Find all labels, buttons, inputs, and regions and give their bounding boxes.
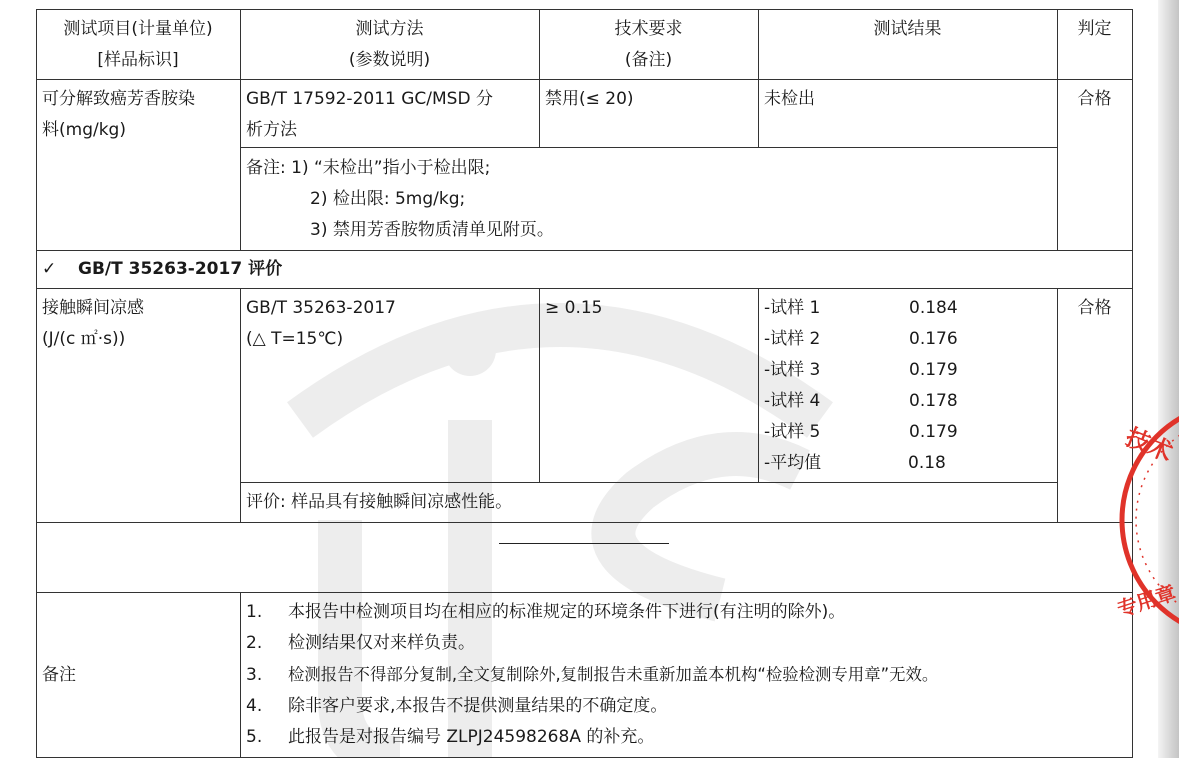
row1-notes <box>246 153 1057 246</box>
row2-results <box>764 293 1057 479</box>
row1-verdict: 合格 <box>1077 89 1112 109</box>
remarks-item: 1. 本报告中检测项目均在相应的标准规定的环境条件下进行(有注明的除外)。 <box>246 602 846 622</box>
remarks-item: 5. 此报告是对报告编号 ZLPJ24598268A 的补充。 <box>246 727 655 747</box>
row2-requirement: ≥ 0.15 <box>545 298 603 318</box>
row2-evaluation: 评价: 样品具有接触瞬间凉感性能。 <box>246 492 513 512</box>
row1-method: GB/T 17592-2011 GC/MSD 分 析方法 <box>246 89 493 140</box>
row1-result: 未检出 <box>764 89 815 109</box>
remarks-list <box>246 597 1146 753</box>
row2-verdict: 合格 <box>1077 298 1112 318</box>
remarks-item: 3. 检测报告不得部分复制,全文复制除外,复制报告未重新加盖本机构“检验检测专用章”无效。 <box>246 665 939 685</box>
check-icon: ✓ <box>42 259 57 279</box>
stamp-text-bottom: 专用章 <box>1114 580 1179 622</box>
remarks-item: 4. 除非客户要求,本报告不提供测量结果的不确定度。 <box>246 696 668 716</box>
row1-note-2: 2) 检出限: 5mg/kg; <box>310 189 466 209</box>
result-row: -平均值 0.18 <box>764 453 946 473</box>
header-item <box>36 14 240 76</box>
header-method-subtitle: (参数说明) <box>348 50 431 70</box>
result-row: -试样 3 0.179 <box>764 360 958 380</box>
section-title: GB/T 35263-2017 评价 <box>78 259 283 279</box>
end-separator <box>499 543 669 544</box>
stamp-text-top: 技术 <box>1121 421 1177 467</box>
header-method-title: 测试方法 <box>355 19 424 39</box>
result-row: -试样 4 0.178 <box>764 391 958 411</box>
result-row: -试样 1 0.184 <box>764 298 958 318</box>
header-item-title: 测试项目(计量单位) <box>63 19 213 39</box>
row1-note-3: 3) 禁用芳香胺物质清单见附页。 <box>310 220 554 240</box>
header-requirement-title: 技术要求 <box>614 19 683 39</box>
header-item-subtitle: [样品标识] <box>97 50 179 70</box>
row1-item: 可分解致癌芳香胺染 料(mg/kg) <box>42 89 195 140</box>
remarks-item: 2. 检测结果仅对来样负责。 <box>246 633 475 653</box>
header-requirement <box>539 14 758 76</box>
header-verdict: 判定 <box>1077 19 1112 39</box>
result-row: -试样 5 0.179 <box>764 422 958 442</box>
header-requirement-subtitle: (备注) <box>624 50 673 70</box>
remarks-label: 备注 <box>42 665 76 685</box>
section-header <box>42 254 1042 285</box>
row1-requirement: 禁用(≤ 20) <box>545 89 634 109</box>
row1-note-1: 备注: 1) “未检出”指小于检出限; <box>246 158 491 178</box>
header-result: 测试结果 <box>873 19 942 39</box>
official-stamp <box>1100 395 1179 655</box>
result-row: -试样 2 0.176 <box>764 329 958 349</box>
row2-method: GB/T 35263-2017 (△ T=15℃) <box>246 298 396 349</box>
row2-item: 接触瞬间凉感 (J/(c ㎡·s)) <box>42 298 144 349</box>
header-method <box>240 14 539 76</box>
